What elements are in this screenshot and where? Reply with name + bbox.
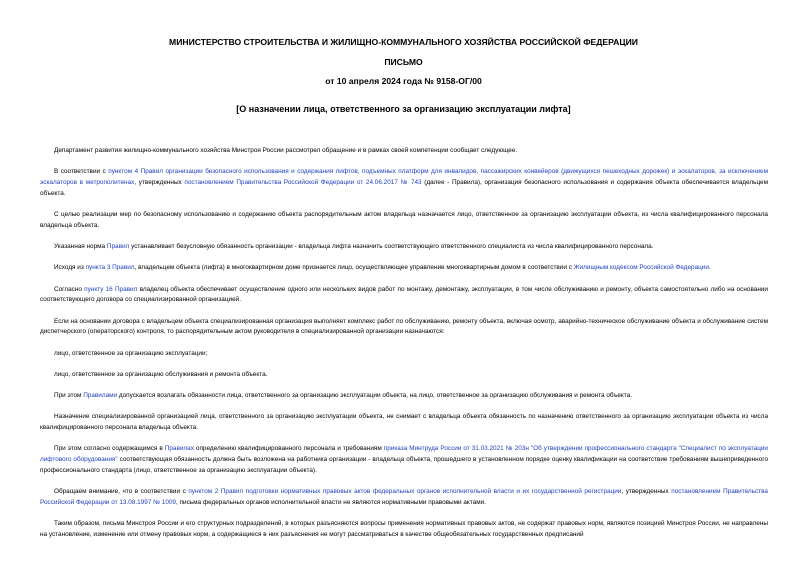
paragraph-text: Обращаем внимание, что в соответствии с <box>54 488 189 496</box>
link-rules-point-3[interactable]: пункта 3 Правил <box>85 264 135 272</box>
paragraph-9: лицо, ответственное за организацию обслуживания и ремонта объекта. <box>54 370 268 378</box>
paragraph-text: устанавливает безусловную обязанность организации - владельца лифта назначить соответствующего ответственного специалиста из числа квалифицированного персонала. <box>129 243 654 250</box>
paragraph-12 <box>40 444 768 476</box>
link-rules-point-16[interactable]: пункту 16 Правил <box>84 285 138 293</box>
paragraph-text: При этом согласно содержащимся в <box>54 445 165 453</box>
paragraph-11: Назначение специализированной организацией лица, ответственного за организацию эксплуатации объекта, не снимает с владельца объекта обязанность по назначению ответственного за организацию эксплуатации объекта из числа квалифицированного персонала владельца объекта. <box>40 413 768 432</box>
link-government-decree-743[interactable]: постановлением Правительства Российской Федерации от 24.06.2017 № 743 <box>184 179 422 186</box>
paragraph-text: . <box>708 264 711 272</box>
paragraph-4 <box>40 242 768 253</box>
link-rules-plural[interactable]: Правилами <box>83 392 118 400</box>
document-body <box>40 146 768 551</box>
link-rules[interactable]: Правил <box>106 243 130 250</box>
paragraph-text: , утвержденных <box>621 488 672 496</box>
paragraph-text: В соответствии с <box>54 168 109 176</box>
paragraph-2 <box>40 167 768 199</box>
link-rules-point-4[interactable]: пунктом 4 Правил организации безопасного использования и содержания лифтов, подъемных платформ для инвалидов, пассажирских конвейеров (движущихся пешеходных дорожек) и эскалаторов, за исключением эскалаторов в метрополитенах <box>40 168 768 186</box>
link-mintrud-order-203n[interactable]: приказа Минтруда России от 31.03.2021 № 203н "Об утверждении профессионального стандарта "Специалист по эксплуатации лифтового оборудования" <box>40 445 768 464</box>
link-government-decree-1009[interactable]: постановлением Правительства Российской Федерации от 13.08.1997 № 1009 <box>40 488 768 506</box>
document-type: ПИСЬМО <box>384 57 423 67</box>
document-date-number: от 10 апреля 2024 года № 9158-ОГ/00 <box>325 76 482 86</box>
paragraph-text: владелец объекта обеспечивает осуществление одного или нескольких видов работ по монтажу, демонтажу, эксплуатации, в том числе обслуживанию и ремонту, объекта самостоятельно либо на основании соответствующего договора со специализированной организацией. <box>40 285 768 304</box>
paragraph-text: Согласно <box>54 285 85 293</box>
paragraph-text: , письма федеральных органов исполнительной власти не являются нормативными правовыми актами. <box>176 498 486 506</box>
paragraph-text: соответствующая обязанность должна быть возложена на работника организации - владельца объекта, прошедшего в установленном порядке оценку квалификации на соответствие требованиям вышеприведенного профессионального стандарта (лицо, ответственное за организацию эксплуатации объекта). <box>40 456 768 474</box>
paragraph-text: Указанная норма <box>54 243 107 250</box>
link-housing-code[interactable]: Жилищным кодексом Российской Федерации <box>573 264 709 272</box>
paragraph-3: С целью реализации мер по безопасному использованию и содержанию объекта распорядительным актом владельца назначается лицо, ответственное за организацию эксплуатации объекта, из числа квалифицированного персонала владельца объекта. <box>40 211 768 229</box>
paragraph-text: Исходя из <box>54 264 86 272</box>
paragraph-text: (далее - Правила), организация безопасного использования и содержания объекта обеспечивается владельцем объекта. <box>40 179 768 197</box>
paragraph-5 <box>40 263 768 274</box>
paragraph-text: , утвержденных <box>134 179 185 186</box>
link-rules-point-2[interactable]: пунктом 2 Правил подготовки нормативных правовых актов федеральных органов исполнительной власти и их государственной регистрации <box>188 488 622 496</box>
document-subject: [О назначении лица, ответственного за организацию эксплуатации лифта] <box>236 104 571 114</box>
paragraph-10 <box>40 391 768 402</box>
paragraph-text: При этом <box>54 392 84 400</box>
paragraph-text: , владельцем объекта (лифта) в многоквартирном доме признается лицо, осуществляющее управление многоквартирным домом в соответствии с <box>134 264 574 272</box>
paragraph-text: допускается возлагать обязанности лица, ответственного за организацию эксплуатации объекта, на лицо, ответственное за организацию обслуживания и ремонта объекта. <box>117 392 632 400</box>
paragraph-14: Таким образом, письма Минстроя России и его структурных подразделений, в которых разъясняются вопросы применения нормативных правовых актов, не содержат правовых норм, являются позицией Минстроя России, не направлены на установление, изменение или отмену правовых норм, а содержащиеся в них разъяснения не могут рассматриваться в качестве общеобязательных государственных предписаний <box>40 520 768 538</box>
paragraph-1: Департамент развития жилищно-коммунального хозяйства Минстроя России рассмотрел обращение и в рамках своей компетенции сообщает следующее. <box>54 147 518 154</box>
paragraph-7: Если на основании договора с владельцем объекта специализированная организация выполняет комплекс работ по обслуживанию, ремонту объекта, включая осмотр, аварийно-техническое обслуживание объекта и обслуживание систем диспетчерского (операторского) контроля, то распорядительным актом руководителя в специализированной организации назначаются: <box>40 317 768 336</box>
paragraph-text: определению квалифицированного персонала и требованиям <box>193 445 384 453</box>
ministry-heading: МИНИСТЕРСТВО СТРОИТЕЛЬСТВА И ЖИЛИЩНО-КОММУНАЛЬНОГО ХОЗЯЙСТВА РОССИЙСКОЙ ФЕДЕРАЦИИ <box>169 37 638 47</box>
link-rules-in[interactable]: Правилах <box>164 445 194 453</box>
paragraph-6 <box>40 285 768 306</box>
paragraph-13 <box>40 487 768 508</box>
paragraph-8: лицо, ответственное за организацию эксплуатации; <box>54 349 208 357</box>
